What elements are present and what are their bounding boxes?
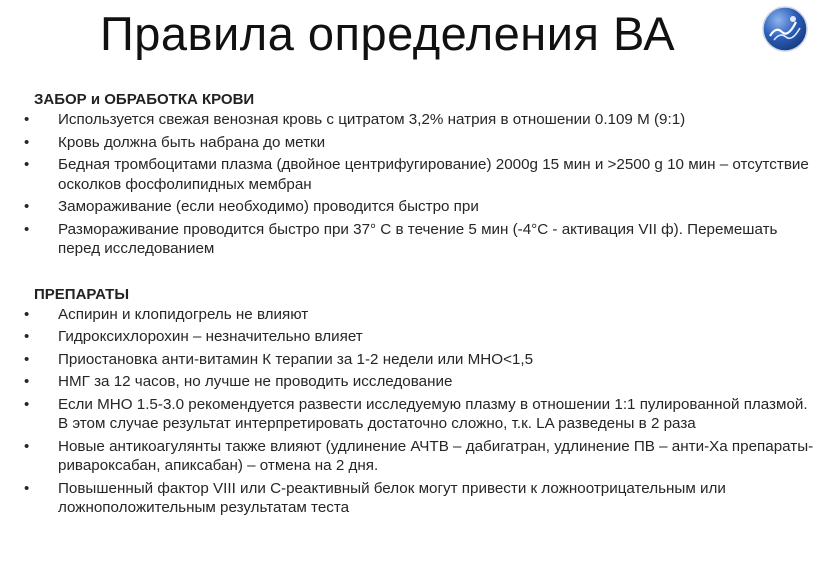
bullet-icon: • [24, 350, 30, 368]
list-item: • Если МНО 1.5-3.0 рекомендуется развести исследуемую плазму в отношении 1:1 пулированной плазмой. В этом случае результат интерпретировать достаточно сложно, т.к. LA разведены в 2 раза [24, 395, 808, 432]
bullet-icon: • [24, 198, 30, 215]
list-item: • Повышенный фактор VIII или С-реактивный белок могут привести к ложноотрицательным или ложноположительным результатам теста [24, 479, 726, 516]
list-item: • Гидроксихлорохин – незначительно влияет [24, 328, 363, 345]
bullet-icon: • [24, 479, 30, 497]
bullet-list-blood [20, 110, 815, 259]
bullet-icon: • [24, 111, 30, 128]
globe-logo-icon [760, 4, 810, 54]
section-heading-blood: ЗАБОР и ОБРАБОТКА КРОВИ [34, 91, 255, 108]
bullet-icon: • [24, 437, 30, 455]
bullet-icon: • [24, 133, 30, 151]
list-item: • Кровь должна быть набрана до метки [24, 133, 326, 151]
list-item: • Замораживание (если необходимо) проводится быстро при [24, 198, 479, 215]
list-item: • Размораживание проводится быстро при 37° С в течение 5 мин (-4°С - активация VII ф). Перемешать перед исследованием [24, 220, 778, 257]
bullet-icon: • [24, 220, 30, 238]
content-area [20, 88, 815, 521]
list-item: • Используется свежая венозная кровь с цитратом 3,2% натрия в отношении 0.109 М (9:1) [24, 111, 686, 128]
page-title: Правила определения ВА [100, 7, 676, 60]
bullet-list-drugs [20, 305, 815, 518]
bullet-icon: • [24, 328, 30, 345]
bullet-icon: • [24, 395, 30, 413]
list-item: • Приостановка анти-витамин К терапии за 1-2 недели или МНО<1,5 [24, 350, 534, 368]
section-heading-drugs: ПРЕПАРАТЫ [34, 285, 130, 303]
bullet-icon: • [24, 156, 30, 173]
bullet-icon: • [24, 373, 30, 390]
list-item: • НМГ за 12 часов, но лучше не проводить исследование [24, 373, 453, 390]
list-item: • Новые антикоагулянты также влияют (удлинение АЧТВ – дабигатран, удлинение ПВ – анти-Ха препараты- ривароксабан, апиксабан) – отмена на 2 дня. [24, 437, 814, 474]
list-item: • Бедная тромбоцитами плазма (двойное центрифугирование) 2000g 15 мин и >2500 g 10 мин – отсутствие осколков фосфолипидных мембран [24, 156, 809, 193]
bullet-icon: • [24, 305, 30, 323]
list-item: • Аспирин и клопидогрель не влияют [24, 305, 309, 323]
